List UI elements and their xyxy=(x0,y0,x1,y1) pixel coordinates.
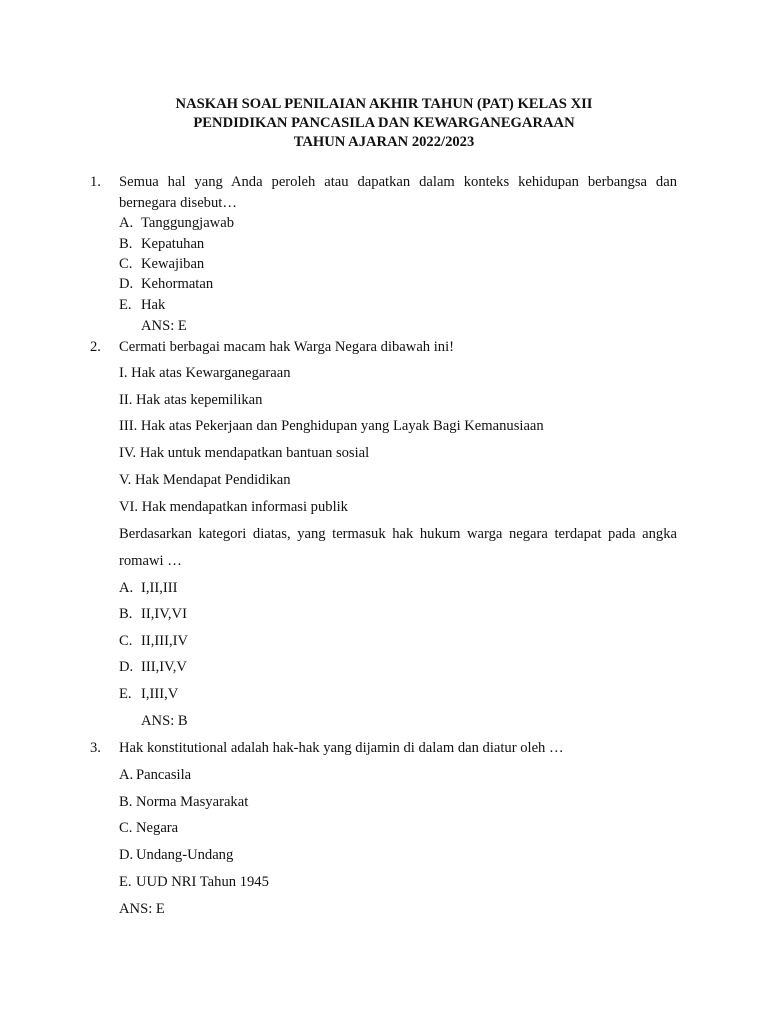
question-prompt-line: romawi … xyxy=(119,553,182,569)
list-item: IV. Hak untuk mendapatkan bantuan sosial xyxy=(119,445,370,461)
answer-key: ANS: E xyxy=(141,318,187,334)
option-letter: C. xyxy=(119,633,133,649)
list-item: III. Hak atas Pekerjaan dan Penghidupan yang Layak Bagi Kemanusiaan xyxy=(119,418,544,434)
option-text: Undang-Undang xyxy=(136,847,234,863)
option-letter: D. xyxy=(119,276,134,292)
option-text: Negara xyxy=(136,820,179,836)
list-item: II. Hak atas kepemilikan xyxy=(119,392,263,408)
list-item: V. Hak Mendapat Pendidikan xyxy=(119,472,291,488)
option-text: Kepatuhan xyxy=(141,236,205,252)
question-stem-line: bernegara disebut… xyxy=(119,195,237,211)
question-prompt-line: Berdasarkan kategori diatas, yang termasuk hak hukum warga negara terdapat pada angka xyxy=(119,526,677,542)
question-number: 3. xyxy=(90,740,101,756)
option-letter: D. xyxy=(119,659,134,675)
option-text: I,III,V xyxy=(141,686,179,702)
option-text: Norma Masyarakat xyxy=(136,794,249,810)
title-line-3: TAHUN AJARAN 2022/2023 xyxy=(293,134,475,150)
option-letter: B. xyxy=(119,606,133,622)
title-line-2: PENDIDIKAN PANCASILA DAN KEWARGANEGARAAN xyxy=(193,115,575,131)
option-letter: A. xyxy=(119,767,134,783)
answer-key: ANS: B xyxy=(141,713,188,729)
option-letter: E. xyxy=(119,297,132,313)
question-stem-line: Semua hal yang Anda peroleh atau dapatkan dalam konteks kehidupan berbangsa dan xyxy=(119,174,677,190)
option-letter: E. xyxy=(119,686,132,702)
option-text: Kewajiban xyxy=(141,256,205,272)
option-letter: C. xyxy=(119,820,133,836)
option-letter: D. xyxy=(119,847,134,863)
option-letter: A. xyxy=(119,215,134,231)
question-number: 1. xyxy=(90,174,101,190)
title-line-1: NASKAH SOAL PENILAIAN AKHIR TAHUN (PAT) KELAS XII xyxy=(175,96,593,112)
option-letter: C. xyxy=(119,256,133,272)
option-text: II,III,IV xyxy=(141,633,188,649)
question-stem: Cermati berbagai macam hak Warga Negara dibawah ini! xyxy=(119,339,455,355)
option-letter: E. xyxy=(119,874,132,890)
option-text: II,IV,VI xyxy=(141,606,187,622)
option-text: Pancasila xyxy=(136,767,192,783)
answer-key: ANS: E xyxy=(119,901,165,917)
option-text: UUD NRI Tahun 1945 xyxy=(136,874,269,890)
option-letter: B. xyxy=(119,236,133,252)
option-text: Tanggungjawab xyxy=(141,215,234,231)
option-text: I,II,III xyxy=(141,580,178,596)
option-text: III,IV,V xyxy=(141,659,187,675)
question-number: 2. xyxy=(90,339,101,355)
option-text: Kehormatan xyxy=(141,276,214,292)
option-text: Hak xyxy=(141,297,166,313)
question-stem: Hak konstitutional adalah hak-hak yang dijamin di dalam dan diatur oleh … xyxy=(119,740,564,756)
option-letter: A. xyxy=(119,580,134,596)
list-item: VI. Hak mendapatkan informasi publik xyxy=(119,499,348,515)
document-title xyxy=(0,95,768,152)
option-letter: B. xyxy=(119,794,133,810)
list-item: I. Hak atas Kewarganegaraan xyxy=(119,365,291,381)
